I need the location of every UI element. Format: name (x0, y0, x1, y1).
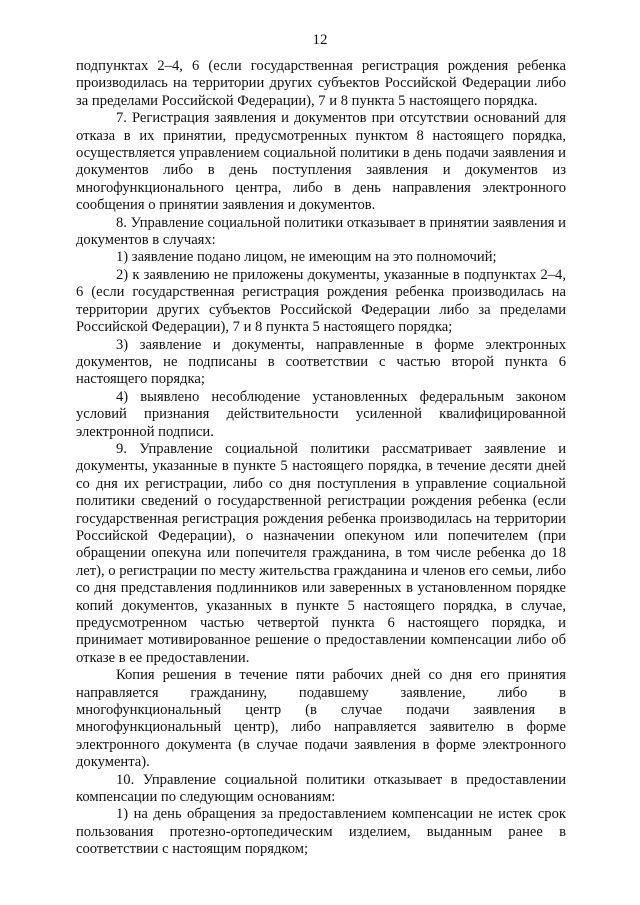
paragraph-8: 8. Управление социальной политики отказывает в принятии заявления и документов в случаях: (76, 214, 566, 249)
paragraph-continuation: подпунктах 2–4, 6 (если государственная регистрация рождения ребенка производилась на территории других субъектов Российской Федерации либо за пределами Российской Федерации), 7 и 8 пункта 5 настоящего порядка. (76, 58, 566, 109)
paragraph-10: 10. Управление социальной политики отказывает в предоставлении компенсации по следующим основаниям: (76, 771, 566, 806)
document-body (76, 58, 566, 859)
paragraph-8-item-3: 3) заявление и документы, направленные в форме электронных документов, не подписаны в соответствии с частью второй пункта 6 настоящего порядка; (76, 336, 566, 388)
paragraph-8-item-4: 4) выявлено несоблюдение установленных федеральным законом условий признания действительности усиленной квалифицированной электронной подписи. (76, 388, 566, 440)
paragraph-8-item-1: 1) заявление подано лицом, не имеющим на это полномочий; (116, 249, 497, 266)
paragraph-8-item-2: 2) к заявлению не приложены документы, указанные в подпунктах 2–4, 6 (если государственная регистрация рождения ребенка производилась на территории других субъектов Российской Федерации либо за пределами Российской Федерации), 7 и 8 пункта 5 настоящего порядка; (76, 266, 566, 336)
paragraph-7: 7. Регистрация заявления и документов при отсутствии оснований для отказа в их принятии, предусмотренных пунктом 8 настоящего порядка, осуществляется управлением социальной политики в день подачи заявления и документов либо в день поступления заявления и документов из многофункционального центра, либо в день направления электронного сообщения о принятии заявления и документов. (76, 110, 566, 214)
paragraph-10-item-1: 1) на день обращения за предоставлением компенсации не истек срок пользования протезно-ортопедическим изделием, выданным ранее в соответствии с настоящим порядком; (76, 806, 566, 858)
paragraph-9: 9. Управление социальной политики рассматривает заявление и документы, указанные в пункте 5 настоящего порядка, в течение десяти дней со дня их регистрации, либо со дня поступления в управление социальной политики сведений о государственной регистрации рождения ребенка (если государственная регистрация рождения ребенка производилась на территории Российской Федерации), о назначении опекуном или попечителем (при обращении опекуна или попечителя гражданина, в том числе ребенка до 18 лет), о регистрации по месту жительства гражданина и членов его семьи, либо со дня представления подлинников или заверенных в установленном порядке копий документов, указанных в пункте 5 настоящего порядка, в случае, предусмотренном частью четвертой пункта 6 настоящего порядка, и принимает мотивированное решение о предоставлении компенсации либо об отказе в ее предоставлении. (76, 440, 566, 666)
paragraph-9-copy-decision: Копия решения в течение пяти рабочих дней со дня его принятия направляется гражданину, подавшему заявление, либо в многофункциональный центр (в случае подачи заявления в многофункциональный центр), либо направляется заявителю в форме электронного документа (в случае подачи заявления в форме электронного документа). (76, 667, 566, 771)
page-number: 12 (312, 32, 328, 48)
